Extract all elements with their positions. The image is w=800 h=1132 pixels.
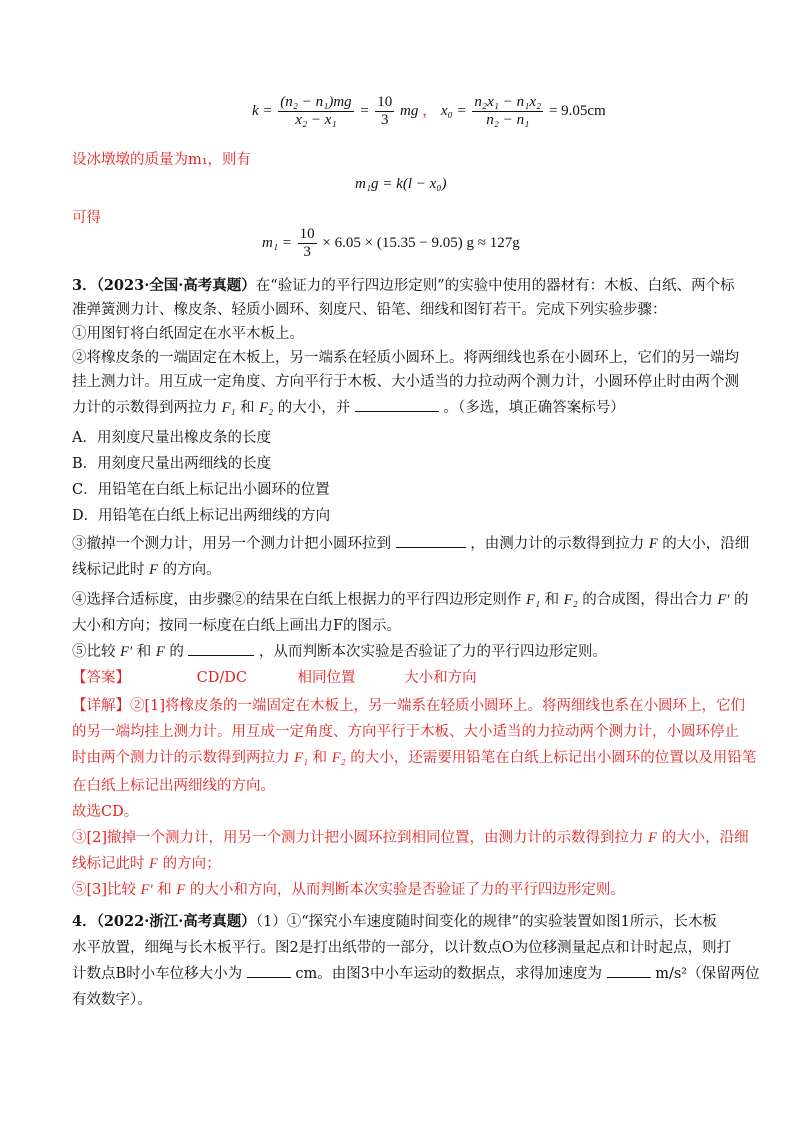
detail-text: 和	[312, 750, 328, 766]
detail-line7	[72, 852, 221, 873]
formula-k-x0	[252, 94, 606, 129]
answer-blank[interactable]	[607, 963, 651, 978]
q3-step5	[72, 640, 607, 661]
q3-step2b: 挂上测力计。用互成一定角度、方向平行于木板、大小适当的力拉动两个测力计，小圆环停止时由两个测	[72, 374, 739, 390]
fraction-denominator: x₂ − x₁	[295, 112, 337, 128]
detail-text: ②[1]将橡皮条的一端固定在木板上，另一端系在轻质小圆环上。将两细线也系在小圆环上，它们	[130, 698, 746, 714]
option-b: B．用刻度尺量出两细线的长度	[72, 456, 272, 472]
step-text: 和	[240, 400, 255, 416]
detail-text: ⑤[3]比较	[72, 882, 137, 898]
can-get-line: 可得	[72, 210, 101, 226]
detail-text: 线标记此时	[72, 856, 145, 872]
step-text: 的大小，沿细	[662, 536, 750, 552]
question-text: 计数点B时小车位移大小为	[72, 966, 243, 982]
answer-1: CD/DC	[196, 670, 247, 686]
formula-text: k =	[252, 102, 277, 119]
symbol-f: F	[155, 644, 165, 660]
step-text: ⑤比较	[72, 644, 116, 660]
question-number: 3．	[72, 277, 97, 294]
q3-line1	[72, 274, 735, 295]
formula-m1g: m₁g = k(l − x₀)	[355, 176, 447, 192]
q3-line2: 准弹簧测力计、橡皮条、轻质小圆环、刻度尺、铅笔、细线和图钉若干。完成下列实验步骤：	[72, 302, 667, 318]
q3-step2a: ②将橡皮条的一端固定在木板上，另一端系在轻质小圆环上。将两细线也系在小圆环上，它们的另一端均	[72, 350, 739, 366]
symbol-f2: F₂	[563, 592, 578, 608]
formula-text: × 6.05 × (15.35 − 9.05) g ≈ 127g	[322, 234, 520, 251]
detail-text: 时由两个测力计的示数得到两拉力	[72, 750, 290, 766]
fraction-k	[278, 94, 353, 129]
answer-blank[interactable]	[247, 963, 291, 978]
option-d: D．用铅笔在白纸上标记出两细线的方向	[72, 508, 331, 524]
step-text: ，由测力计的示数得到拉力	[470, 536, 645, 552]
option-c: C．用铅笔在白纸上标记出小圆环的位置	[72, 482, 330, 498]
symbol-f: F	[149, 856, 158, 872]
question-text: m/s²（保留两位	[655, 966, 760, 982]
symbol-f2: F₂	[331, 750, 346, 766]
detail-text: 的大小，还需要用铅笔在白纸上标记出小圆环的位置以及用铅笔	[350, 750, 757, 766]
detail-line3	[72, 746, 756, 767]
step-text: 的方向。	[162, 562, 221, 578]
fraction-denominator: n₂ − n₁	[486, 112, 530, 128]
fraction-denominator: 3	[303, 244, 311, 260]
detail-line5: 故选CD。	[72, 804, 139, 820]
question-text: （1）①“探究小车速度随时间变化的规律”的实验装置如图1所示，长木板	[255, 914, 717, 930]
fraction-ten-thirds	[375, 94, 394, 129]
symbol-f1: F₁	[294, 750, 309, 766]
detail-line8	[72, 878, 625, 899]
q3-step3b	[72, 558, 221, 579]
fraction-numerator: 10	[299, 226, 315, 242]
question-text: 在“验证力的平行四边形定则”的实验中使用的器材有：木板、白纸、两个标	[255, 278, 735, 294]
formula-text: x₀ =	[440, 102, 471, 119]
step-text: ，从而判断本次实验是否验证了力的平行四边形定则。	[259, 644, 608, 660]
detail-text: 的大小和方向，从而判断本次实验是否验证了力的平行四边形定则。	[189, 882, 625, 898]
q4-line1	[72, 910, 717, 931]
detail-text: 和	[157, 882, 172, 898]
q3-step4b: 大小和方向；按同一标度在白纸上画出力F的图示。	[72, 618, 402, 634]
step-text: 线标记此时	[72, 562, 145, 578]
fraction-x0	[472, 94, 543, 129]
step-text: 的大小，并	[277, 400, 351, 416]
fraction-numerator: n₂x₁ − n₁x₂	[474, 94, 542, 110]
detail-line1	[72, 694, 745, 715]
step-text: 。（多选，填正确答案标号）	[443, 400, 625, 416]
step-text: ③撤掉一个测力计，用另一个测力计把小圆环拉到	[72, 536, 391, 552]
detail-label: 【详解】	[72, 698, 130, 714]
answer-2: 相同位置	[297, 670, 356, 686]
symbol-f: F	[648, 830, 658, 846]
question-text: cm。由图3中小车运动的数据点，求得加速度为	[295, 966, 602, 982]
symbol-f-prime: F′	[717, 592, 730, 608]
q4-line2: 水平放置，细绳与长木板平行。图2是打出纸带的一部分，以计数点O为位移测量起点和计时起点，则打	[72, 940, 732, 956]
formula-text: m₁ =	[262, 234, 296, 251]
detail-text: 的方向；	[162, 856, 221, 872]
symbol-f: F	[149, 562, 158, 578]
detail-line2: 的另一端均挂上测力计。用互成一定角度、方向平行于木板、大小适当的力拉动两个测力计，小圆环停止	[72, 724, 739, 740]
set-mass-line: 设冰墩墩的质量为m₁，则有	[72, 152, 252, 168]
detail-line6	[72, 826, 749, 847]
question-source: （2023·全国·高考真题）	[96, 277, 256, 294]
detail-text: ③[2]撤掉一个测力计，用另一个测力计把小圆环拉到相同位置，由测力计的示数得到拉力	[72, 830, 644, 846]
fraction-denominator: 3	[381, 112, 389, 128]
q3-step1: ①用图钉将白纸固定在水平木板上。	[72, 326, 304, 342]
q4-line3	[72, 962, 760, 983]
step-text: 的	[734, 592, 749, 608]
step-text: 的合成图，得出合力	[582, 592, 713, 608]
q3-step4a	[72, 588, 749, 609]
detail-line4: 在白纸上标记出两细线的方向。	[72, 778, 275, 794]
answer-blank[interactable]	[188, 641, 254, 656]
symbol-f: F	[648, 536, 658, 552]
fraction-numerator: 10	[377, 94, 393, 110]
question-source: （2022·浙江·高考真题）	[96, 913, 256, 930]
answer-3: 大小和方向	[404, 670, 477, 686]
symbol-f1: F₁	[526, 592, 541, 608]
q3-step2c	[72, 396, 625, 417]
answer-label: 【答案】	[72, 670, 130, 686]
formula-text: = 9.05cm	[548, 102, 606, 119]
step-text: ④选择合适标度，由步骤②的结果在白纸上根据力的平行四边形定则作	[72, 592, 522, 608]
step-text: 和	[136, 644, 152, 660]
detail-text: 的大小，沿细	[661, 830, 749, 846]
formula-comma: ，	[422, 102, 438, 119]
option-a: A．用刻度尺量出橡皮条的长度	[72, 430, 271, 446]
formula-m1	[262, 226, 520, 261]
fraction-numerator: (n₂ − n₁)mg	[280, 94, 352, 110]
question-number: 4．	[72, 913, 97, 930]
symbol-f-prime: F′	[140, 882, 153, 898]
fraction-ten-thirds	[298, 226, 317, 261]
step-text: 和	[544, 592, 560, 608]
q4-line4: 有效数字）。	[72, 992, 152, 1008]
step-text: 的	[169, 644, 184, 660]
formula-text: =	[359, 102, 374, 119]
q3-step3a	[72, 532, 749, 553]
symbol-f2: F₂	[259, 400, 274, 416]
step-text: 力计的示数得到两拉力	[72, 400, 217, 416]
symbol-f-prime: F′	[120, 644, 133, 660]
answer-line	[72, 666, 477, 687]
answer-blank[interactable]	[355, 397, 439, 412]
symbol-f1: F₁	[221, 400, 236, 416]
answer-blank[interactable]	[396, 533, 466, 548]
formula-text: mg	[400, 102, 419, 119]
symbol-f: F	[176, 882, 186, 898]
